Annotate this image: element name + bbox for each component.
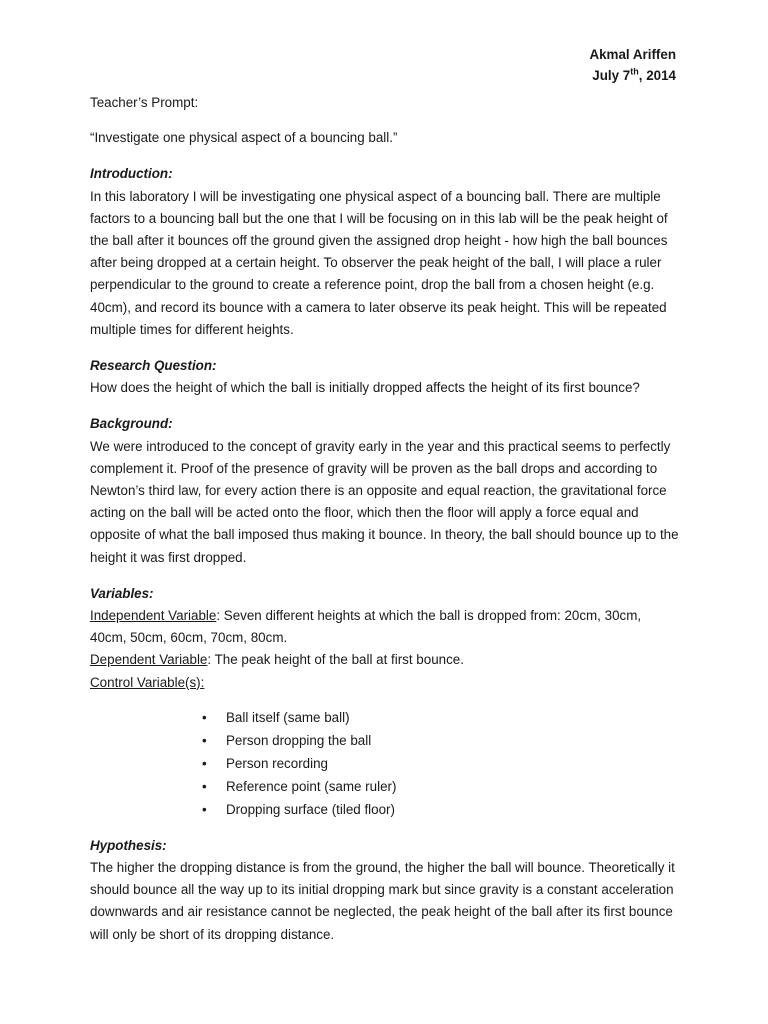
date-prefix: July 7: [592, 68, 631, 83]
background-heading: Background:: [90, 416, 173, 432]
control-variables-list: [90, 706, 680, 821]
list-item: • Dropping surface (tiled floor): [202, 798, 680, 821]
document-body: [90, 92, 680, 946]
dependent-variable-label: Dependent Variable: [90, 652, 208, 668]
list-item: • Person dropping the ball: [202, 729, 680, 752]
control-variables-label-text: Control Variable(s):: [90, 674, 205, 690]
list-item: • Reference point (same ruler): [202, 775, 680, 798]
independent-variable-label: Independent Variable: [90, 608, 217, 624]
date-ordinal: th: [630, 66, 639, 77]
introduction-heading: Introduction:: [90, 166, 173, 182]
author-name: Akmal Ariffen: [589, 47, 676, 62]
document-date: [589, 65, 676, 86]
document-header: [589, 44, 676, 86]
control-variables-label: [90, 672, 680, 694]
independent-variable: [90, 605, 680, 649]
hypothesis-heading: Hypothesis:: [90, 837, 167, 853]
date-suffix: , 2014: [638, 68, 676, 83]
introduction-paragraph: In this laboratory I will be investigating one physical aspect of a bouncing ball. There are multiple factors to a bouncing ball but the one that I will be focusing on in this lab will be the peak height of the ball after it bounces off the ground given the assigned drop height - how high the ball bounces after being dropped at a certain height. To observer the peak height of the ball, I will place a ruler perpendicular to the ground to create a reference point, drop the ball from a chosen height (e.g. 40cm), and record its bounce with a camera to later observe its peak height. This will be repeated multiple times for different heights.: [90, 188, 668, 337]
prompt-label: Teacher’s Prompt:: [90, 95, 199, 110]
research-question-heading: Research Question:: [90, 358, 217, 374]
variables-heading: Variables:: [90, 585, 154, 601]
research-question-paragraph: How does the height of which the ball is initially dropped affects the height of its first bounce?: [90, 380, 640, 396]
list-item: • Ball itself (same ball): [202, 706, 680, 729]
background-paragraph: We were introduced to the concept of gravity early in the year and this practical seems to perfectly complement it. Proof of the presence of gravity will be proven as the ball drops and according to Newton’s third law, for every action there is an opposite and equal reaction, the gravitational force acting on the ball will be acted onto the floor, which then the floor will apply a force equal and opposite of what the ball imposed thus making it bounce. In theory, the ball should bounce up to the height it was first dropped.: [90, 438, 679, 565]
list-item: • Person recording: [202, 752, 680, 775]
hypothesis-paragraph: The higher the dropping distance is from the ground, the higher the ball will bounce. Theoretically it should bounce all the way up to its initial dropping mark but since gravity is a constant acceleration downwards and air resistance cannot be neglected, the peak height of the ball after its first bounce will only be short of its dropping distance.: [90, 860, 675, 942]
dependent-variable-text: : The peak height of the ball at first bounce.: [207, 652, 464, 668]
prompt-text: “Investigate one physical aspect of a bouncing ball.”: [90, 130, 398, 146]
independent-variable-text: : Seven different heights at which the ball is dropped from: 20cm, 30cm, 40cm, 50cm, 60cm, 70cm, 80cm.: [90, 608, 642, 646]
dependent-variable: [90, 649, 680, 671]
